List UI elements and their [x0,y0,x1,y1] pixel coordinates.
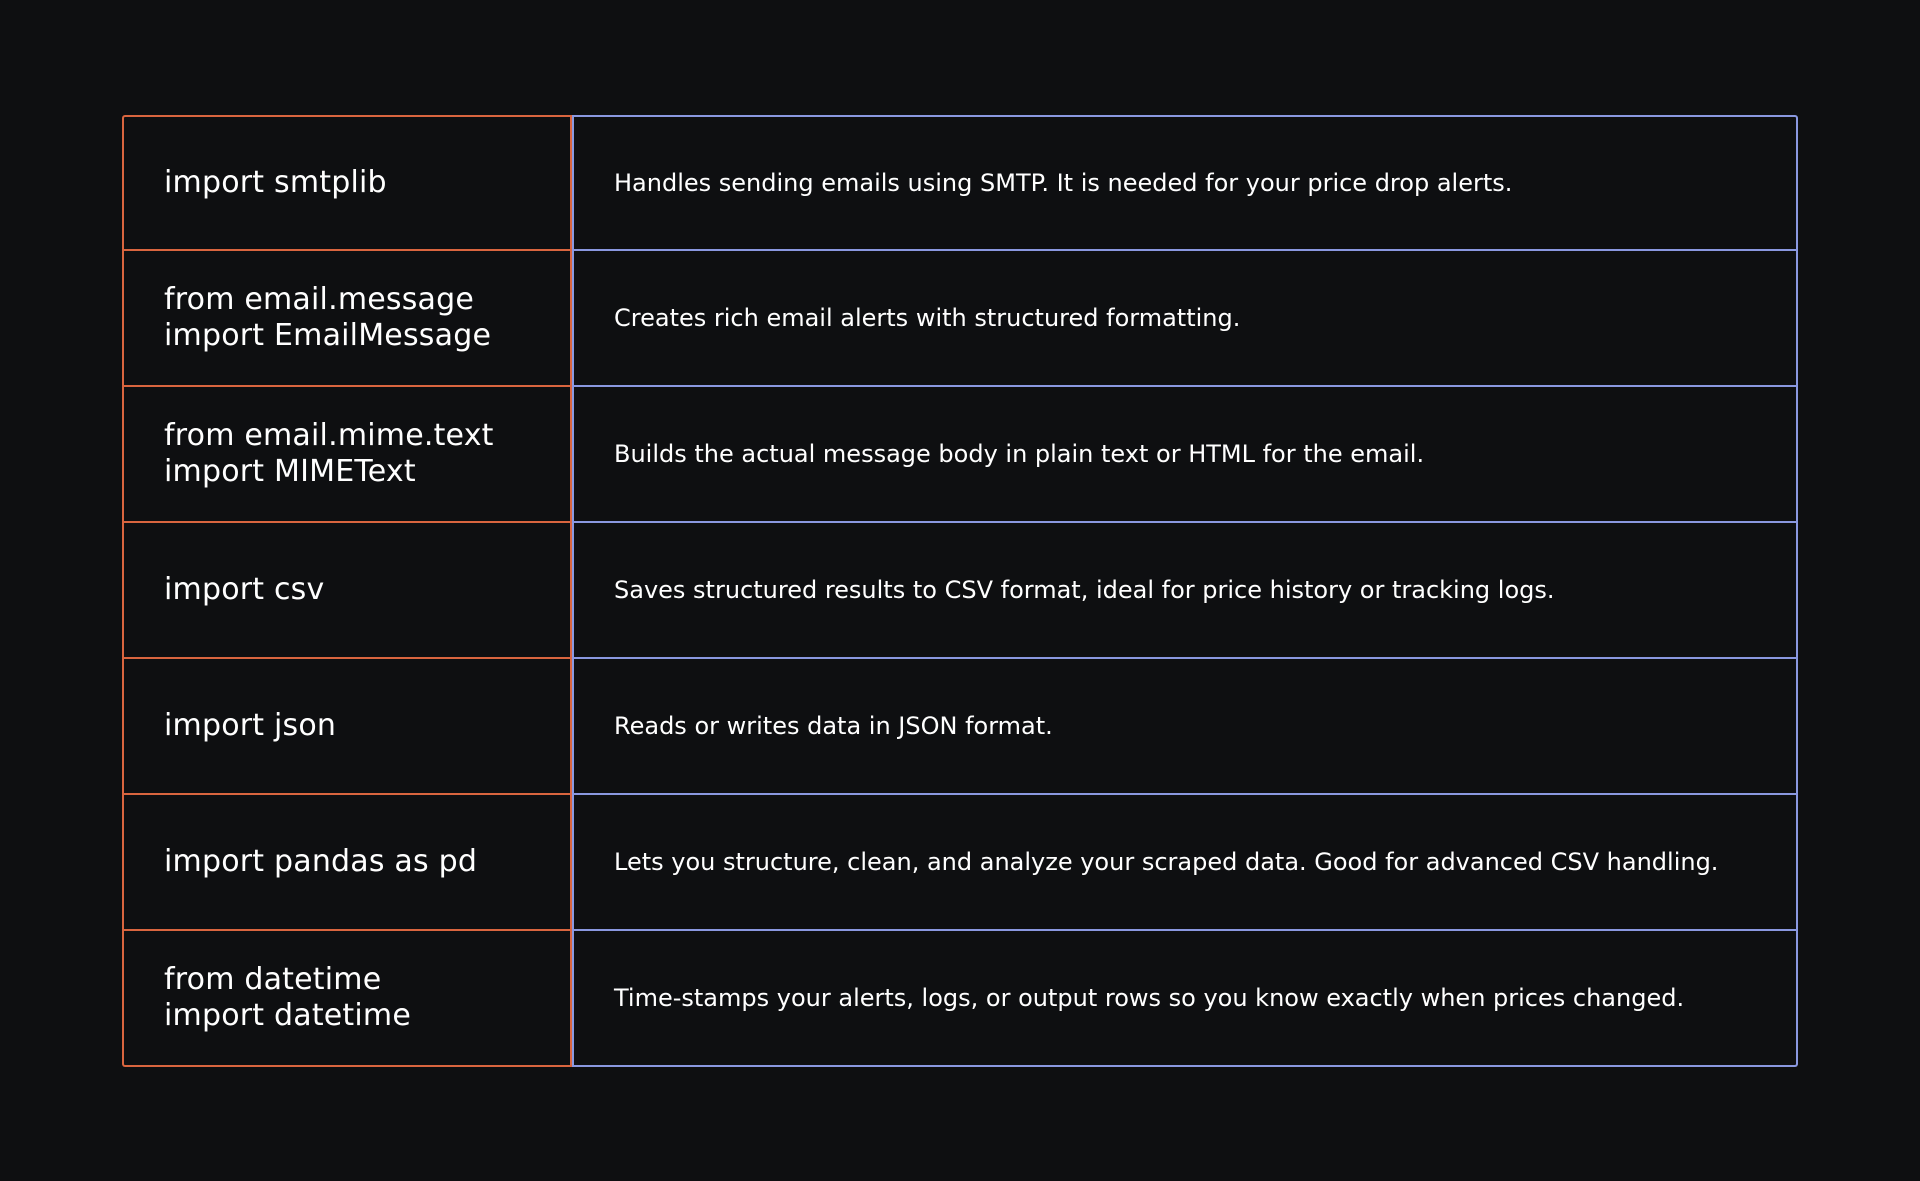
import-cell [122,795,572,931]
import-description: Saves structured results to CSV format, ideal for price history or tracking logs. [614,576,1555,604]
import-statement: import pandas as pd [164,844,478,879]
import-statement: from email.mime.text import MIMEText [164,418,494,489]
table-row [122,115,1798,251]
description-cell [572,387,1798,523]
description-cell [572,931,1798,1067]
import-description: Time-stamps your alerts, logs, or output rows so you know exactly when prices changed. [614,984,1685,1012]
import-cell [122,115,572,251]
description-cell [572,251,1798,387]
imports-table [122,115,1798,1066]
table-row [122,523,1798,659]
import-description: Builds the actual message body in plain text or HTML for the email. [614,440,1425,468]
description-cell [572,795,1798,931]
table-row [122,931,1798,1067]
description-cell [572,659,1798,795]
import-description: Handles sending emails using SMTP. It is needed for your price drop alerts. [614,169,1513,197]
import-description: Lets you structure, clean, and analyze your scraped data. Good for advanced CSV handling. [614,848,1719,876]
description-cell [572,115,1798,251]
import-cell [122,523,572,659]
table-row [122,251,1798,387]
import-cell [122,387,572,523]
import-statement: import json [164,708,337,743]
import-statement: from email.message import EmailMessage [164,282,492,353]
import-cell [122,251,572,387]
import-statement: from datetime import datetime [164,962,412,1033]
table-row [122,659,1798,795]
import-description: Creates rich email alerts with structured formatting. [614,304,1241,332]
import-statement: import csv [164,572,325,607]
table-row [122,387,1798,523]
table-row [122,795,1798,931]
description-cell [572,523,1798,659]
import-statement: import smtplib [164,165,387,200]
import-cell [122,659,572,795]
import-description: Reads or writes data in JSON format. [614,712,1053,740]
import-cell [122,931,572,1067]
